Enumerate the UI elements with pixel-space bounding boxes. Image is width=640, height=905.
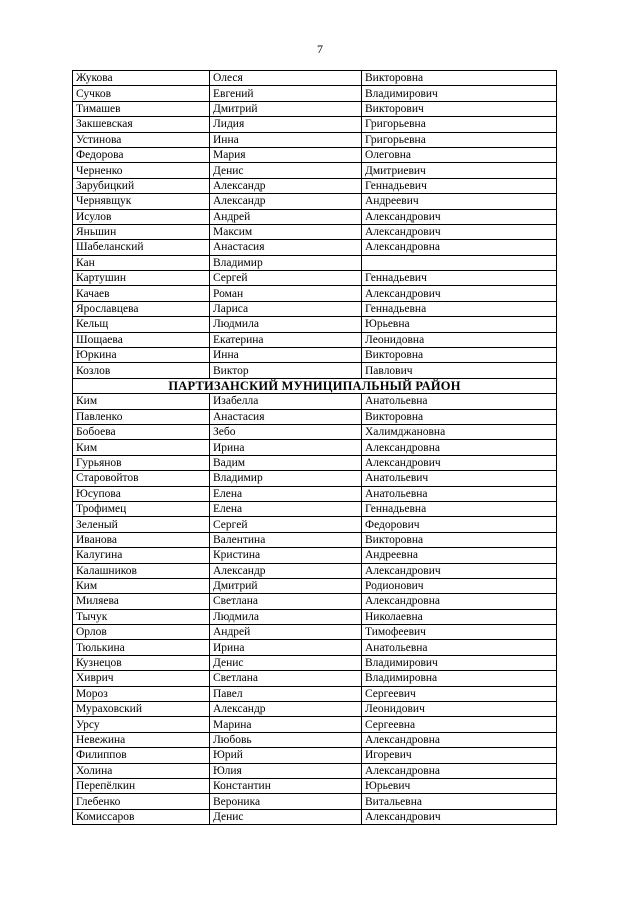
table-row bbox=[73, 348, 557, 363]
table-row bbox=[73, 101, 557, 116]
surname-cell: Мураховский bbox=[73, 702, 210, 717]
table-row bbox=[73, 132, 557, 147]
patronymic-cell: Геннадьевич bbox=[362, 271, 557, 286]
table-row bbox=[73, 86, 557, 101]
first-name-cell: Екатерина bbox=[210, 332, 362, 347]
patronymic-cell: Викторовна bbox=[362, 532, 557, 547]
first-name-cell: Вадим bbox=[210, 455, 362, 470]
patronymic-cell: Александрович bbox=[362, 563, 557, 578]
surname-cell: Глебенко bbox=[73, 794, 210, 809]
table-row bbox=[73, 255, 557, 270]
surname-cell: Шабеланский bbox=[73, 240, 210, 255]
first-name-cell: Александр bbox=[210, 702, 362, 717]
surname-cell: Зарубицкий bbox=[73, 178, 210, 193]
first-name-cell: Владимир bbox=[210, 471, 362, 486]
patronymic-cell: Федорович bbox=[362, 517, 557, 532]
patronymic-cell: Александровна bbox=[362, 240, 557, 255]
first-name-cell: Лидия bbox=[210, 117, 362, 132]
section-header: ПАРТИЗАНСКИЙ МУНИЦИПАЛЬНЫЙ РАЙОН bbox=[73, 378, 557, 393]
table-row bbox=[73, 194, 557, 209]
surname-cell: Юркина bbox=[73, 348, 210, 363]
surname-cell: Козлов bbox=[73, 363, 210, 378]
surname-cell: Калугина bbox=[73, 548, 210, 563]
surname-cell: Закшевская bbox=[73, 117, 210, 132]
patronymic-cell: Леонидовна bbox=[362, 332, 557, 347]
surname-cell: Комиссаров bbox=[73, 809, 210, 824]
first-name-cell: Сергей bbox=[210, 271, 362, 286]
first-name-cell: Максим bbox=[210, 224, 362, 239]
surname-cell: Мороз bbox=[73, 686, 210, 701]
patronymic-cell: Геннадьевна bbox=[362, 301, 557, 316]
table-row bbox=[73, 332, 557, 347]
table-row bbox=[73, 794, 557, 809]
first-name-cell: Павел bbox=[210, 686, 362, 701]
surname-cell: Калашников bbox=[73, 563, 210, 578]
patronymic-cell: Александрович bbox=[362, 224, 557, 239]
surname-cell: Кузнецов bbox=[73, 655, 210, 670]
patronymic-cell: Викторовна bbox=[362, 348, 557, 363]
first-name-cell: Александр bbox=[210, 563, 362, 578]
table-row bbox=[73, 809, 557, 824]
surname-cell: Ярославцева bbox=[73, 301, 210, 316]
table-row bbox=[73, 702, 557, 717]
surname-cell: Бобоева bbox=[73, 424, 210, 439]
table-row bbox=[73, 640, 557, 655]
table-row bbox=[73, 517, 557, 532]
first-name-cell: Дмитрий bbox=[210, 101, 362, 116]
surname-cell: Яньшин bbox=[73, 224, 210, 239]
first-name-cell: Александр bbox=[210, 178, 362, 193]
patronymic-cell: Павлович bbox=[362, 363, 557, 378]
patronymic-cell: Андреевич bbox=[362, 194, 557, 209]
table-row bbox=[73, 286, 557, 301]
first-name-cell: Анастасия bbox=[210, 240, 362, 255]
table-row bbox=[73, 717, 557, 732]
surname-cell: Кан bbox=[73, 255, 210, 270]
table-row bbox=[73, 655, 557, 670]
table-row bbox=[73, 409, 557, 424]
patronymic-cell: Викторовна bbox=[362, 71, 557, 86]
first-name-cell: Светлана bbox=[210, 671, 362, 686]
patronymic-cell: Александровна bbox=[362, 594, 557, 609]
table-row bbox=[73, 563, 557, 578]
first-name-cell: Дмитрий bbox=[210, 578, 362, 593]
table-row bbox=[73, 501, 557, 516]
surname-cell: Трофимец bbox=[73, 501, 210, 516]
patronymic-cell bbox=[362, 255, 557, 270]
patronymic-cell: Григорьевна bbox=[362, 117, 557, 132]
first-name-cell: Людмила bbox=[210, 609, 362, 624]
patronymic-cell: Сергеевич bbox=[362, 686, 557, 701]
patronymic-cell: Халимджановна bbox=[362, 424, 557, 439]
patronymic-cell: Юрьевич bbox=[362, 778, 557, 793]
patronymic-cell: Родионович bbox=[362, 578, 557, 593]
surname-cell: Павленко bbox=[73, 409, 210, 424]
first-name-cell: Людмила bbox=[210, 317, 362, 332]
table-row bbox=[73, 317, 557, 332]
patronymic-cell: Анатольевна bbox=[362, 486, 557, 501]
first-name-cell: Марина bbox=[210, 717, 362, 732]
patronymic-cell: Дмитриевич bbox=[362, 163, 557, 178]
table-row bbox=[73, 455, 557, 470]
first-name-cell: Роман bbox=[210, 286, 362, 301]
first-name-cell: Анастасия bbox=[210, 409, 362, 424]
table-row bbox=[73, 578, 557, 593]
surname-cell: Филиппов bbox=[73, 748, 210, 763]
table-row bbox=[73, 748, 557, 763]
table-row bbox=[73, 117, 557, 132]
table-row bbox=[73, 548, 557, 563]
patronymic-cell: Григорьевна bbox=[362, 132, 557, 147]
table-row bbox=[73, 224, 557, 239]
patronymic-cell: Владимировна bbox=[362, 671, 557, 686]
patronymic-cell: Леонидович bbox=[362, 702, 557, 717]
first-name-cell: Евгений bbox=[210, 86, 362, 101]
surname-cell: Тимашев bbox=[73, 101, 210, 116]
table-row bbox=[73, 363, 557, 378]
table-row bbox=[73, 209, 557, 224]
surname-cell: Чернявщук bbox=[73, 194, 210, 209]
first-name-cell: Юрий bbox=[210, 748, 362, 763]
patronymic-cell: Александрович bbox=[362, 209, 557, 224]
patronymic-cell: Александровна bbox=[362, 732, 557, 747]
patronymic-cell: Геннадьевна bbox=[362, 501, 557, 516]
patronymic-cell: Александрович bbox=[362, 809, 557, 824]
patronymic-cell: Сергеевна bbox=[362, 717, 557, 732]
first-name-cell: Владимир bbox=[210, 255, 362, 270]
surname-cell: Юсупова bbox=[73, 486, 210, 501]
table-row bbox=[73, 394, 557, 409]
patronymic-cell: Андреевна bbox=[362, 548, 557, 563]
first-name-cell: Александр bbox=[210, 194, 362, 209]
patronymic-cell: Викторович bbox=[362, 101, 557, 116]
table-row bbox=[73, 609, 557, 624]
surname-cell: Тычук bbox=[73, 609, 210, 624]
surname-cell: Хиврич bbox=[73, 671, 210, 686]
first-name-cell: Ирина bbox=[210, 640, 362, 655]
patronymic-cell: Александрович bbox=[362, 286, 557, 301]
first-name-cell: Валентина bbox=[210, 532, 362, 547]
table-row bbox=[73, 686, 557, 701]
table-row bbox=[73, 71, 557, 86]
surname-cell: Тюлькина bbox=[73, 640, 210, 655]
first-name-cell: Ирина bbox=[210, 440, 362, 455]
patronymic-cell: Александровна bbox=[362, 440, 557, 455]
surname-cell: Ким bbox=[73, 394, 210, 409]
surname-cell: Черненко bbox=[73, 163, 210, 178]
surname-cell: Гурьянов bbox=[73, 455, 210, 470]
patronymic-cell: Викторовна bbox=[362, 409, 557, 424]
surname-cell: Ким bbox=[73, 578, 210, 593]
surname-cell: Невежина bbox=[73, 732, 210, 747]
first-name-cell: Виктор bbox=[210, 363, 362, 378]
patronymic-cell: Анатольевна bbox=[362, 394, 557, 409]
surname-cell: Исулов bbox=[73, 209, 210, 224]
surname-cell: Орлов bbox=[73, 625, 210, 640]
patronymic-cell: Витальевна bbox=[362, 794, 557, 809]
table-row bbox=[73, 424, 557, 439]
patronymic-cell: Владимирович bbox=[362, 655, 557, 670]
roster-table bbox=[72, 70, 557, 825]
patronymic-cell: Юрьевна bbox=[362, 317, 557, 332]
table-row bbox=[73, 625, 557, 640]
surname-cell: Качаев bbox=[73, 286, 210, 301]
patronymic-cell: Геннадьевич bbox=[362, 178, 557, 193]
patronymic-cell: Александрович bbox=[362, 455, 557, 470]
table-row bbox=[73, 271, 557, 286]
patronymic-cell: Владимирович bbox=[362, 86, 557, 101]
surname-cell: Зеленый bbox=[73, 517, 210, 532]
first-name-cell: Сергей bbox=[210, 517, 362, 532]
first-name-cell: Лариса bbox=[210, 301, 362, 316]
patronymic-cell: Николаевна bbox=[362, 609, 557, 624]
surname-cell: Кельщ bbox=[73, 317, 210, 332]
surname-cell: Жукова bbox=[73, 71, 210, 86]
table-row bbox=[73, 486, 557, 501]
first-name-cell: Инна bbox=[210, 132, 362, 147]
first-name-cell: Мария bbox=[210, 147, 362, 162]
first-name-cell: Константин bbox=[210, 778, 362, 793]
surname-cell: Урсу bbox=[73, 717, 210, 732]
first-name-cell: Вероника bbox=[210, 794, 362, 809]
surname-cell: Перепёлкин bbox=[73, 778, 210, 793]
surname-cell: Устинова bbox=[73, 132, 210, 147]
first-name-cell: Изабелла bbox=[210, 394, 362, 409]
table-row bbox=[73, 594, 557, 609]
patronymic-cell: Анатольевна bbox=[362, 640, 557, 655]
surname-cell: Шощаева bbox=[73, 332, 210, 347]
first-name-cell: Зебо bbox=[210, 424, 362, 439]
surname-cell: Иванова bbox=[73, 532, 210, 547]
table-row bbox=[73, 532, 557, 547]
first-name-cell: Кристина bbox=[210, 548, 362, 563]
first-name-cell: Андрей bbox=[210, 209, 362, 224]
surname-cell: Картушин bbox=[73, 271, 210, 286]
first-name-cell: Елена bbox=[210, 501, 362, 516]
page-number: 7 bbox=[317, 42, 323, 56]
table-row bbox=[73, 471, 557, 486]
patronymic-cell: Тимофеевич bbox=[362, 625, 557, 640]
surname-cell: Миляева bbox=[73, 594, 210, 609]
table-row bbox=[73, 763, 557, 778]
patronymic-cell: Игоревич bbox=[362, 748, 557, 763]
first-name-cell: Инна bbox=[210, 348, 362, 363]
first-name-cell: Денис bbox=[210, 655, 362, 670]
table-row bbox=[73, 147, 557, 162]
surname-cell: Старовойтов bbox=[73, 471, 210, 486]
first-name-cell: Денис bbox=[210, 163, 362, 178]
first-name-cell: Светлана bbox=[210, 594, 362, 609]
patronymic-cell: Олеговна bbox=[362, 147, 557, 162]
table-row bbox=[73, 178, 557, 193]
section-header-row bbox=[73, 378, 557, 393]
first-name-cell: Андрей bbox=[210, 625, 362, 640]
patronymic-cell: Александровна bbox=[362, 763, 557, 778]
first-name-cell: Денис bbox=[210, 809, 362, 824]
surname-cell: Федорова bbox=[73, 147, 210, 162]
table-row bbox=[73, 778, 557, 793]
surname-cell: Ким bbox=[73, 440, 210, 455]
table-row bbox=[73, 440, 557, 455]
roster-body bbox=[73, 71, 557, 825]
surname-cell: Сучков bbox=[73, 86, 210, 101]
table-row bbox=[73, 240, 557, 255]
first-name-cell: Олеся bbox=[210, 71, 362, 86]
surname-cell: Холина bbox=[73, 763, 210, 778]
table-row bbox=[73, 301, 557, 316]
table-row bbox=[73, 163, 557, 178]
first-name-cell: Елена bbox=[210, 486, 362, 501]
first-name-cell: Юлия bbox=[210, 763, 362, 778]
table-row bbox=[73, 732, 557, 747]
patronymic-cell: Анатольевич bbox=[362, 471, 557, 486]
first-name-cell: Любовь bbox=[210, 732, 362, 747]
table-row bbox=[73, 671, 557, 686]
